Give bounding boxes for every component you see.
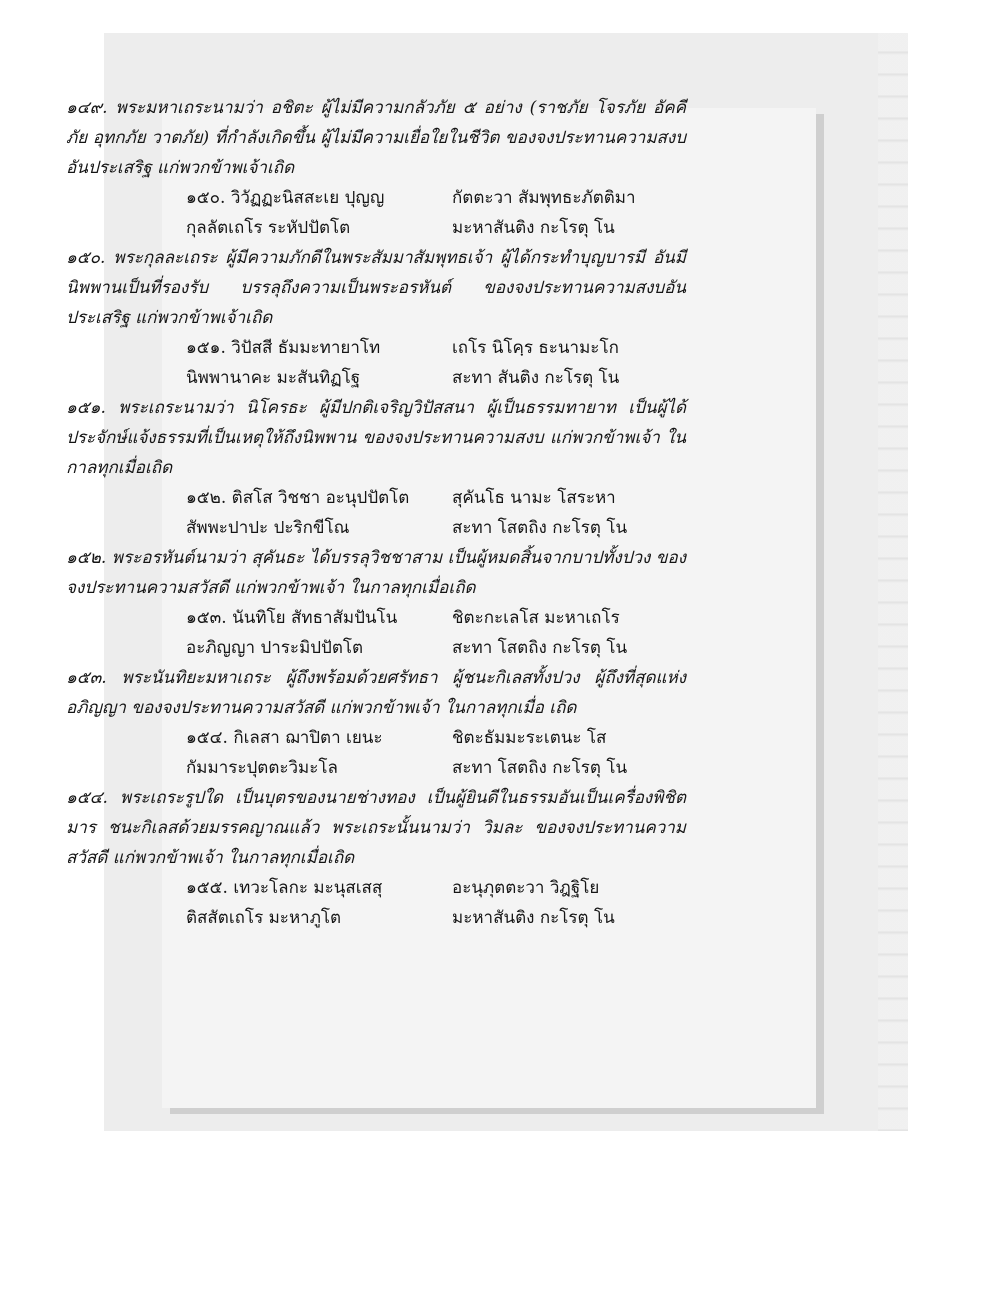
verse-line: สะทา โสตถิง กะโรตุ โน xyxy=(452,518,628,538)
verse-line: สะทา โสตถิง กะโรตุ โน xyxy=(452,638,628,658)
paragraph-149: ๑๔๙. พระมหาเถระนามว่า อชิตะ ผู้ไม่มีความกลัวภัย ๕ อย่าง (ราชภัย โจรภัย อัคคีภัย อุทกภัย วาตภัย) ที่กำลังเกิดขึ้น ผู้ไม่มีความเยื่อใยในชีวิต ของจงประทานความสงบอันประเสริฐ แก่พวกข้าพเจ้าเถิด xyxy=(66,98,686,178)
verse-154 xyxy=(66,723,686,783)
verse-line: ๑๕๑. วิปัสสี ธัมมะทายาโท xyxy=(186,338,381,358)
verse-line: กัมมาระปุตตะวิมะโล xyxy=(186,758,338,778)
verse-155 xyxy=(66,873,686,933)
verse-line: สะทา สันติง กะโรตุ โน xyxy=(452,368,620,388)
verse-line: นิพพานาคะ มะสันทิฏโฐ xyxy=(186,368,361,388)
verse-line: สุคันโธ นามะ โสระหา xyxy=(452,488,616,508)
verse-line: ๑๕๓. นันทิโย สัทธาสัมปันโน xyxy=(186,608,398,628)
verse-line: กัตตะวา สัมพุทธะภัตติมา xyxy=(452,188,636,208)
verse-line: ๑๕๔. กิเลสา ฌาปิตา เยนะ xyxy=(186,728,383,748)
page-edge-shadow xyxy=(878,33,908,1131)
verse-151 xyxy=(66,333,686,393)
verse-line: อะนุภุตตะวา วิฎฐิโย xyxy=(452,878,600,898)
paragraph-153: ๑๕๓. พระนันทิยะมหาเถระ ผู้ถึงพร้อมด้วยศรัทธา ผู้ชนะกิเลสทั้งปวง ผู้ถึงที่สุดแห่งอภิญญา ของจงประทานความสวัสดี แก่พวกข้าพเจ้า ในกาลทุกเมื่อ เถิด xyxy=(66,668,686,718)
verse-line: ๑๕๒. ติสโส วิชชา อะนุปปัตโต xyxy=(186,488,410,508)
verse-line: สัพพะปาปะ ปะริกขีโณ xyxy=(186,518,350,538)
verse-line: ชิตะกะเลโส มะหาเถโร xyxy=(452,608,620,628)
verse-line: ติสสัตเถโร มะหาภูโต xyxy=(186,908,342,928)
verse-line: มะหาสันติง กะโรตุ โน xyxy=(452,908,615,928)
verse-150 xyxy=(66,183,686,243)
verse-line: ๑๕๐. วิวัฏฏะนิสสะเย ปุญญ xyxy=(186,188,385,208)
verse-line: กุลลัตเถโร ระหัปปัตโต xyxy=(186,218,351,238)
page-text xyxy=(66,93,686,933)
verse-line: ชิตะธัมมะระเตนะ โส xyxy=(452,728,607,748)
verse-152 xyxy=(66,483,686,543)
paragraph-154: ๑๕๔. พระเถระรูปใด เป็นบุตรของนายช่างทอง เป็นผู้ยินดีในธรรมอันเป็นเครื่องพิชิตมาร ชนะกิเลสด้วยมรรคญาณแล้ว พระเถระนั้นนามว่า วิมละ ของจงประทานความสวัสดี แก่พวกข้าพเจ้า ในกาลทุกเมื่อเถิด xyxy=(66,788,686,868)
verse-line: มะหาสันติง กะโรตุ โน xyxy=(452,218,615,238)
verse-line: สะทา โสตถิง กะโรตุ โน xyxy=(452,758,628,778)
verse-line: เถโร นิโคฺร ธะนามะโก xyxy=(452,338,619,358)
verse-line: ๑๕๕. เทวะโลกะ มะนุสเสสุ xyxy=(186,878,383,898)
paragraph-151: ๑๕๑. พระเถระนามว่า นิโครธะ ผู้มีปกติเจริญวิปัสสนา ผู้เป็นธรรมทายาท เป็นผู้ได้ประจักษ์แจ้งธรรมที่เป็นเหตุให้ถึงนิพพาน ของจงประทานความสงบ แก่พวกข้าพเจ้า ในกาลทุกเมื่อเถิด xyxy=(66,398,686,478)
verse-line: อะภิญญา ปาระมิปปัตโต xyxy=(186,638,364,658)
paragraph-152: ๑๕๒. พระอรหันต์นามว่า สุคันธะ ได้บรรลุวิชชาสาม เป็นผู้หมดสิ้นจากบาปทั้งปวง ของจงประทานความสวัสดี แก่พวกข้าพเจ้า ในกาลทุกเมื่อเถิด xyxy=(66,548,686,598)
paragraph-150: ๑๕๐. พระกุลละเถระ ผู้มีความภักดีในพระสัมมาสัมพุทธเจ้า ผู้ได้กระทำบุญบารมี อันมีนิพพานเป็นที่รองรับ บรรลุถึงความเป็นพระอรหันต์ ของจงประทานความสงบอันประเสริฐ แก่พวกข้าพเจ้าเถิด xyxy=(66,248,686,328)
verse-153 xyxy=(66,603,686,663)
